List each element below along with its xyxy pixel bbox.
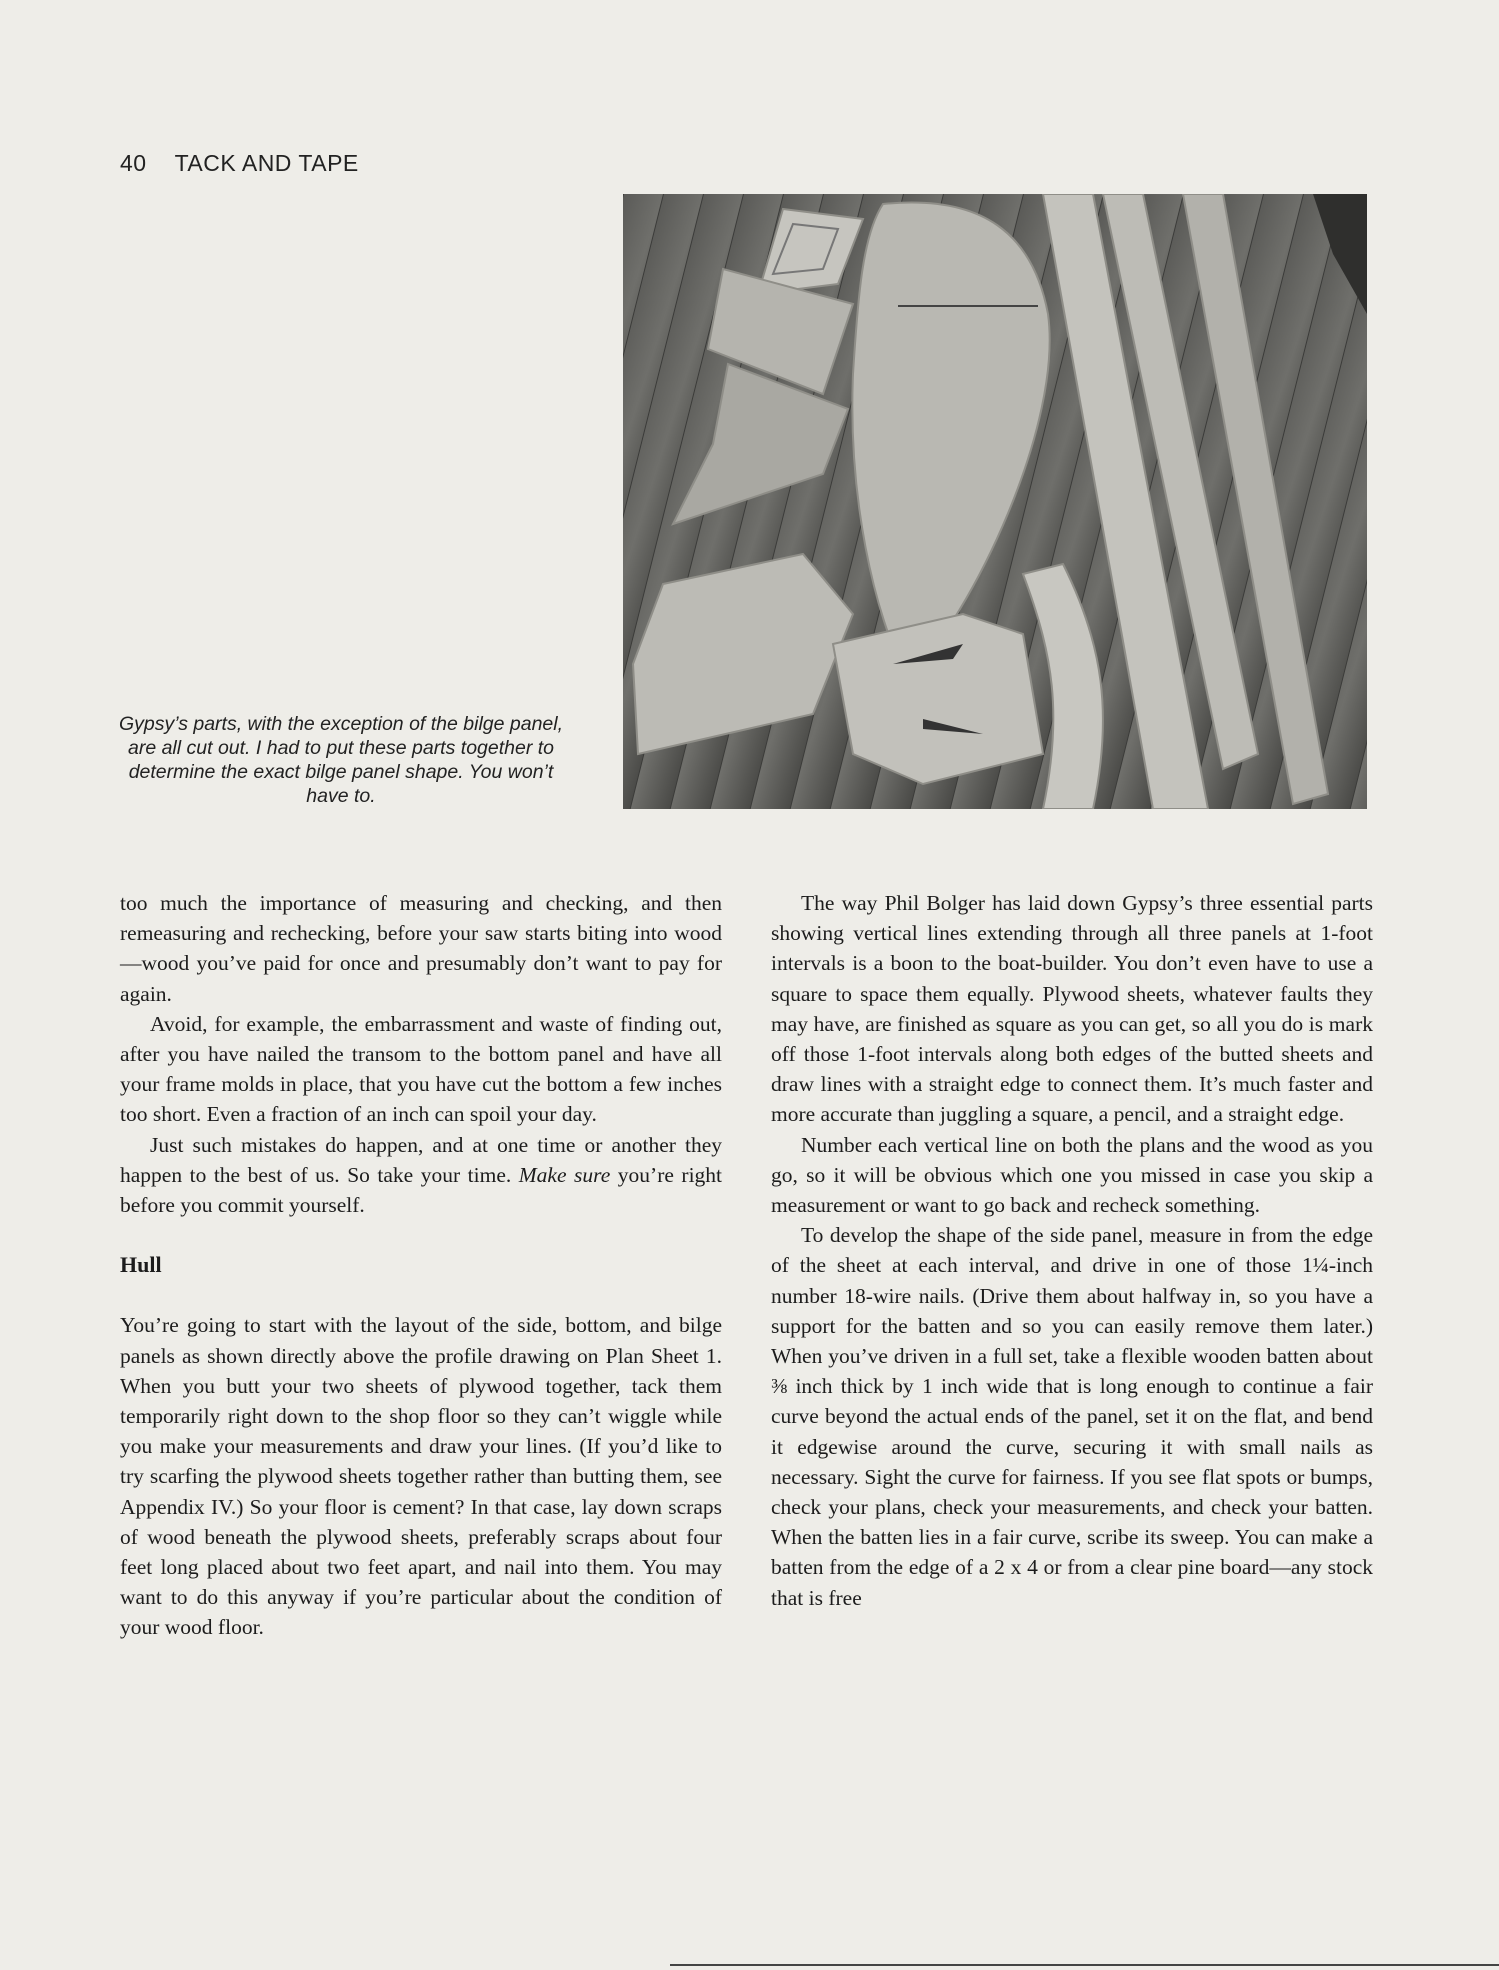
- photo-caption: Gypsy’s parts, with the exception of the bilge panel, are all cut out. I had to put these parts together to determine the exact bilge panel shape. You won’t have to.: [118, 713, 564, 807]
- paragraph-text-end: you’re right before you commit yourself.: [120, 1162, 723, 1218]
- photo-boat-parts: [623, 194, 1367, 809]
- paragraph: [120, 1130, 722, 1221]
- paragraph: To develop the shape of the side panel, measure in from the edge of the sheet at each interval, and drive in one of those 1¼-inch number 18-wire nails. (Drive them about halfway in, so you have a support for the batten and so you can easily remove them later.) When you’ve driven in a full set, take a flexible wooden batten about ⅜ inch thick by 1 inch wide that is long enough to continue a fair curve beyond the actual ends of the panel, set it on the flat, and bend it edgewise around the curve, securing it with small nails as necessary. Sight the curve for fairness. If you see flat spots or bumps, check your plans, check your measurements, and check your batten. When the batten lies in a fair curve, scribe its sweep. You can make a batten from the edge of a 2 x 4 or from a clear pine board—any stock that is free: [771, 1223, 1373, 1610]
- running-title: TACK AND TAPE: [174, 150, 359, 176]
- paragraph-text: Just such mistakes do happen, and at one time or another they happen to the best of us. So take your time.: [120, 1132, 722, 1187]
- paragraph: too much the importance of measuring and checking, and then remeasuring and rechecking, before your saw starts biting into wood—wood you’ve paid for once and presumably don’t want to pay for again.: [120, 891, 722, 1006]
- page-number: 40: [120, 150, 147, 176]
- section-heading-hull: Hull: [120, 1252, 162, 1278]
- paragraph: Avoid, for example, the embarrassment and waste of finding out, after you have nailed the transom to the bottom panel and have all your frame molds in place, that you have cut the bottom a few inches too short. Even a fraction of an inch can spoil your day.: [120, 1011, 722, 1127]
- left-column: [120, 888, 722, 1643]
- paragraph: Number each vertical line on both the plans and the wood as you go, so it will be obvious which one you missed in case you skip a measurement or want to go back and recheck something.: [771, 1132, 1373, 1218]
- right-column: [771, 888, 1373, 1613]
- paragraph: You’re going to start with the layout of the side, bottom, and bilge panels as shown directly above the profile drawing on Plan Sheet 1. When you butt your two sheets of plywood together, tack them temporarily right down to the shop floor so they can’t wiggle while you make your measurements and draw your lines. (If you’d like to try scarfing the plywood sheets together rather than butting them, see Appendix IV.) So your floor is cement? In that case, lay down scraps of wood beneath the plywood sheets, preferably scraps about four feet long placed about two feet apart, and nail into them. You may want to do this anyway if you’re particular about the condition of your wood floor.: [120, 1313, 722, 1640]
- emphasis-text: Make sure: [518, 1162, 611, 1187]
- photo-illustration: [623, 194, 1367, 809]
- paragraph: The way Phil Bolger has laid down Gypsy’s three essential parts showing vertical lines extending through all three panels at 1-foot intervals is a boon to the boat-builder. You don’t even have to use a square to space them equally. Plywood sheets, whatever faults they may have, are finished as square as you can get, so all you do is mark off those 1-foot intervals along both edges of the butted sheets and draw lines with a straight edge to connect them. It’s much faster and more accurate than juggling a square, a pencil, and a straight edge.: [771, 891, 1373, 1127]
- page-edge-rule: [670, 1964, 1499, 1966]
- running-header: [120, 150, 359, 177]
